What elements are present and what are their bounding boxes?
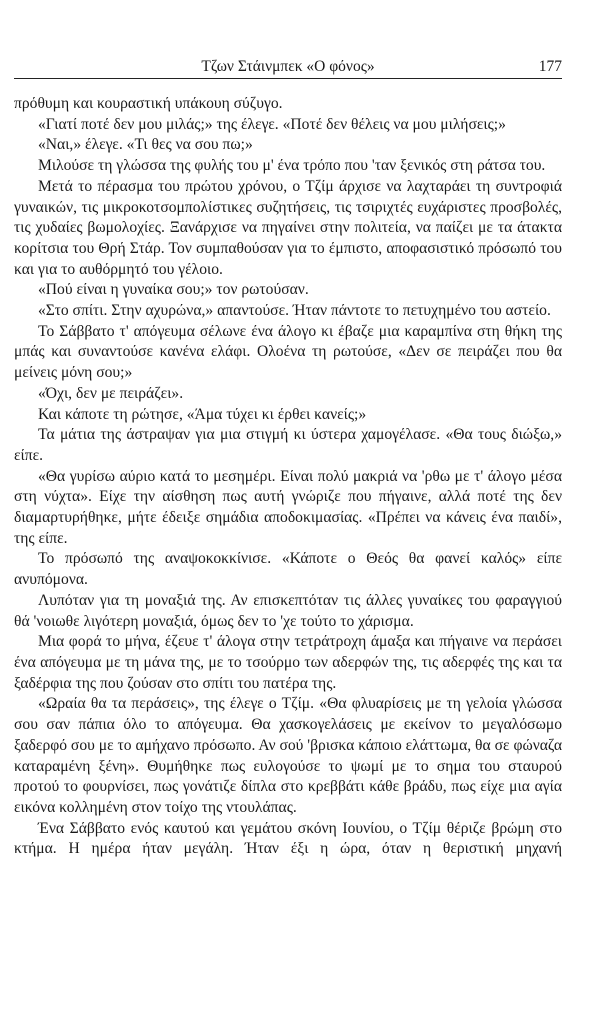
running-header	[14, 56, 562, 79]
paragraph: Μετά το πέρασμα του πρώτου χρόνου, ο Τζίμ άρχισε να λαχταράει τη συντροφιά γυναικών, τις μικροκοτσομπολίστικες συζητήσεις, τις τσιριχτές ευχάριστες προσβολές, τις χυδαίες βωμολοχίες. Ξανάρχισε να πηγαίνει στην πολιτεία, να παίζει με τα άτακτα κορίτσια του Θρή Στάρ. Τον συμπαθούσαν για το έμπιστο, αποφασιστικό πρόσωπό του και για το αυθόρμητό του γέλοιο.	[14, 177, 562, 278]
paragraph: Το Σάββατο τ' απόγευμα σέλωνε ένα άλογο κι έβαζε μια καραμπίνα στη θήκη της μπάς και συναντούσε κανένα ελάφι. Ολοένα τη ρωτούσε, «Δεν σε πειράζει που θα μείνεις μόνη σου;»	[14, 322, 562, 382]
paragraph: Τα μάτια της άστραψαν για μια στιγμή κι ύστερα χαμογέλασε. «Θα τους διώξω,» είπε.	[14, 426, 562, 464]
paragraph: Ένα Σάββατο ενός καυτού και γεμάτου σκόνη Ιουνίου, ο Τζίμ θέριζε βρώμη στο κτήμα. Η ημέρα ήταν μεγάλη. Ήταν έξι η ώρα, όταν η θεριστική μηχανή	[14, 819, 562, 858]
paragraph: «Ναι,» έλεγε. «Τι θες να σου πω;»	[38, 136, 253, 154]
paragraph: «Γιατί ποτέ δεν μου μιλάς;» της έλεγε. «Ποτέ δεν θέλεις να μου μιλήσεις;»	[38, 115, 506, 133]
paragraph: Μιλούσε τη γλώσσα της φυλής του μ' ένα τρόπο που 'ταν ξενικός στη ράτσα του.	[38, 157, 546, 175]
paragraph: «Πού είναι η γυναίκα σου;» τον ρωτούσαν.	[38, 281, 309, 299]
paragraph: Και κάποτε τη ρώτησε, «Άμα τύχει κι έρθει κανείς;»	[38, 405, 367, 423]
paragraph: «Στο σπίτι. Στην αχυρώνα,» απαντούσε. Ήταν πάντοτε το πετυχημένο του αστείο.	[38, 302, 551, 320]
paragraph: «Θα γυρίσω αύριο κατά το μεσημέρι. Είναι πολύ μακριά να 'ρθω με τ' άλογο μέσα στη νύχτα». Είχε την αίσθηση πως αυτή γνώριζε που πήγαινε, αλλά ποτέ της δεν διαμαρτυρήθηκε, μήτε έδειξε σημάδια αποδοκιμασίας. «Πρέπει να κάνεις ένα παιδί», της είπε.	[14, 467, 562, 547]
paragraph: «Όχι, δεν με πειράζει».	[38, 384, 184, 402]
paragraph: Λυπόταν για τη μοναξιά της. Αν επισκεπτόταν τις άλλες γυναίκες του φαραγγιού θά 'νοιωθε λιγότερη μοναξιά, όμως δεν το 'χε τούτο το χάρισμα.	[14, 591, 562, 630]
running-header-title: Τζων Στάινμπεκ «Ο φόνος»	[201, 58, 375, 75]
body-text	[14, 94, 562, 860]
paragraph: Μια φορά το μήνα, έζευε τ' άλογα στην τετράτροχη άμαξα και πήγαινε να περάσει ένα απόγευμα με τη μάνα της, με το τσούρμο των αδερφών της, τις αδερφές της και τα ξαδέρφια της που ζούσαν στο σπίτι του πατέρα της.	[14, 633, 562, 692]
paragraph: πρόθυμη και κουραστική υπάκουη σύζυγο.	[14, 95, 283, 112]
page-number: 177	[538, 58, 562, 75]
paragraph: Το πρόσωπό της αναψοκοκκίνισε. «Κάποτε ο Θεός θα φανεί καλός» είπε ανυπόμονα.	[14, 550, 562, 589]
paragraph: «Ωραία θα τα περάσεις», της έλεγε ο Τζίμ. «Θα φλυαρίσεις με τη γελοία γλώσσα σου σαν πάπια όλο το απόγευμα. Θα χασκογελάσεις με εκείνον το μεγαλόσωμο ξαδερφό σου με το αμήχανο πρόσωπο. Αν σού 'βρισκα κάποιο ελάττωμα, θα σε φώναζα καταραμένη ξένη». Θυμήθηκε πως ευλογούσε το ψωμί με το σημα του σταυρού προτού το φουρνίσει, πως γονάτιζε δίπλα στο κρεββάτι κάθε βράδυ, πως είχε μια αγία εικόνα κολλημένη στον τοίχο της ντουλάπας.	[14, 695, 562, 816]
